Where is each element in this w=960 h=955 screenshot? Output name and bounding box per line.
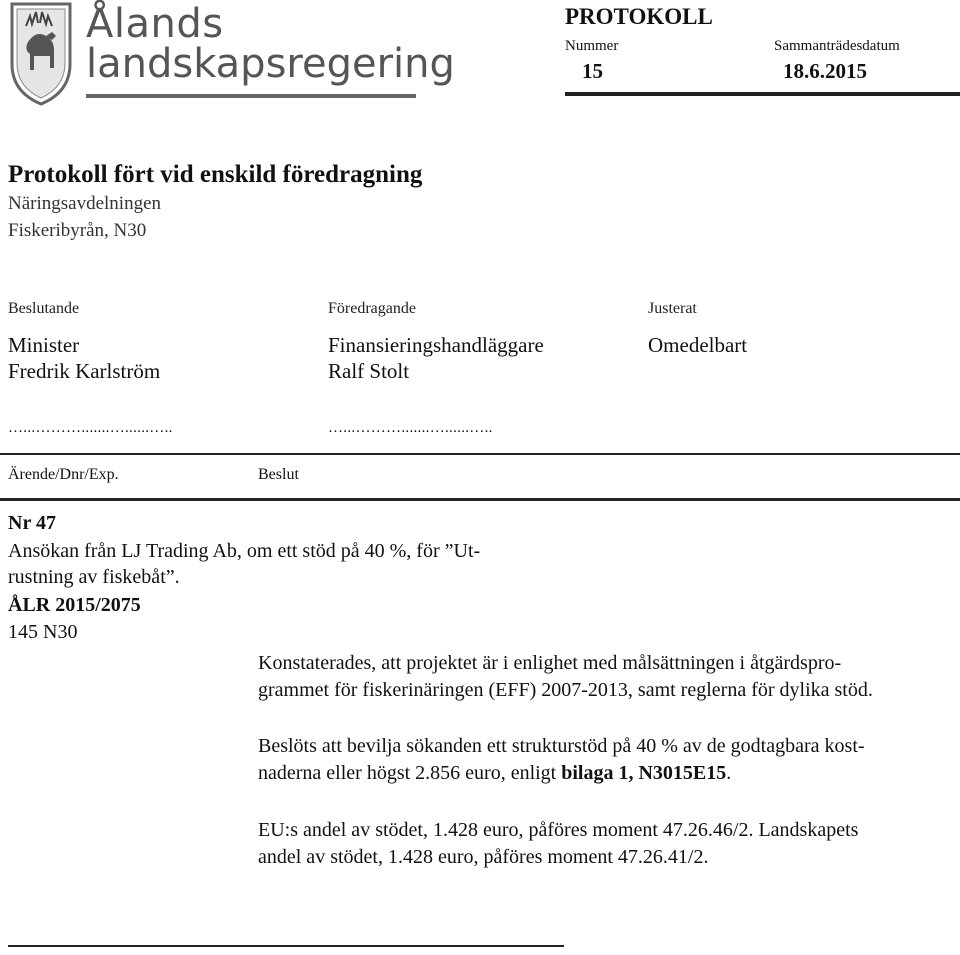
section-divider-bottom	[0, 498, 960, 501]
decider-role: Minister	[8, 333, 80, 357]
case-reference: ÅLR 2015/2075	[8, 594, 141, 616]
presenter-name: Ralf Stolt	[328, 359, 410, 383]
case-column-label: Ärende/Dnr/Exp.	[8, 466, 119, 483]
decision-paragraph-3-line-1: EU:s andel av stödet, 1.428 euro, påföres moment 47.26.46/2. Landskapets	[258, 819, 859, 841]
case-subject-line-2: rustning av fiskebåt”.	[8, 566, 180, 588]
signature-line-presenter: …...……….......…......…..	[328, 420, 493, 436]
decision-paragraph-2-line-2	[258, 760, 731, 786]
case-subject-line-1: Ansökan från LJ Trading Ab, om ett stöd på 40 %, för ”Ut-	[8, 540, 481, 562]
decider-label: Beslutande	[8, 300, 80, 317]
logo-line-1: Ålands	[86, 1, 224, 47]
decision-paragraph-2-prefix: naderna eller högst 2.856 euro, enligt	[258, 762, 562, 784]
decision-paragraph-2-line-1: Beslöts att bevilja sökanden ett strukturstöd på 40 % av de godtagbara kost-	[258, 735, 865, 757]
approved-label: Justerat	[648, 300, 697, 317]
document-type: PROTOKOLL	[565, 4, 713, 29]
footer-rule	[8, 945, 564, 947]
decision-column-label: Beslut	[258, 466, 299, 483]
date-label: Sammanträdesdatum	[774, 38, 900, 54]
coat-of-arms-icon	[6, 2, 76, 106]
presenter-role: Finansieringshandläggare	[328, 333, 544, 357]
decision-paragraph-3-line-2: andel av stödet, 1.428 euro, påföres moment 47.26.41/2.	[258, 846, 709, 868]
logo-underline	[86, 94, 416, 98]
page-title: Protokoll fört vid enskild föredragning	[8, 161, 423, 188]
section-divider-top	[0, 453, 960, 455]
attachment-reference: bilaga 1, N3015E15	[561, 762, 727, 784]
date-value: 18.6.2015	[783, 59, 867, 83]
signature-line-decider: …...……….......…......…..	[8, 420, 173, 436]
decision-paragraph-1-line-1: Konstaterades, att projektet är i enlighet med målsättningen i åtgärdspro-	[258, 652, 842, 674]
approved-value: Omedelbart	[648, 333, 748, 357]
decision-paragraph-1-line-2: grammet för fiskerinäringen (EFF) 2007-2013, samt reglerna för dylika stöd.	[258, 679, 873, 701]
header-divider	[565, 92, 960, 96]
presenter-label: Föredragande	[328, 300, 416, 317]
case-unit: 145 N30	[8, 621, 78, 643]
number-value: 15	[582, 59, 603, 83]
office: Fiskeribyrån, N30	[8, 220, 147, 241]
number-label: Nummer	[565, 38, 619, 54]
decider-name: Fredrik Karlström	[8, 359, 161, 383]
logo	[6, 1, 455, 106]
decision-paragraph-2-suffix: .	[726, 762, 732, 784]
department: Näringsavdelningen	[8, 193, 162, 214]
logo-line-2: landskapsregering	[86, 41, 455, 87]
case-number: Nr 47	[8, 512, 56, 534]
